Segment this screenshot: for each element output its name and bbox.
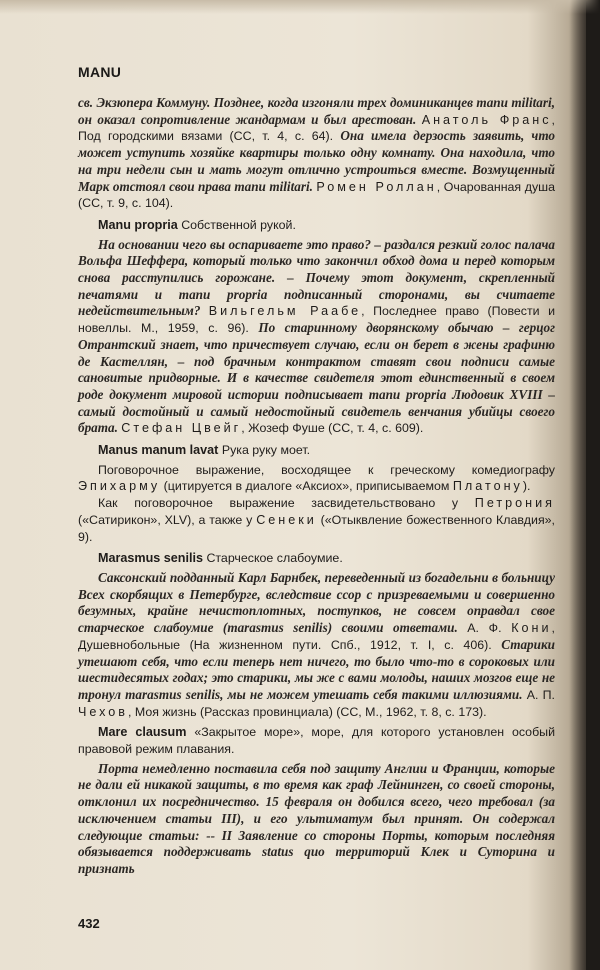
roman-text: , Жозеф Фуше (СС, т. 4, с. 609).: [241, 421, 424, 436]
book-spine-shadow: [570, 0, 600, 970]
italic-quote: Старики утешают себя, что если теперь нет ничего, то было что-то в сороковых или шестидесятых годах; это старики, мы же с вами молоды, наших мозгов еще не тронул marasmus senilis, мы не можем утешать себя такими иллюзиями.: [78, 636, 555, 702]
roman-text: ).: [522, 479, 531, 494]
roman-text: Собственной рукой.: [177, 217, 296, 232]
dictionary-entry-heading: [78, 724, 555, 757]
roman-text: («Сатирикон», XLV), а также у: [78, 512, 257, 527]
author-name: Кони: [511, 621, 552, 636]
dictionary-entry-heading: [78, 550, 555, 567]
italic-quote: На основании чего вы оспариваете это право? – раздался резкий голос палача Вольфа Шеффера, который только что закончил обход дома и перед которым снова расступились горожане. – Почему этот документ, скрепленный печатями и manu propria подписанный сторонами, вы считаете недействительным?: [78, 236, 555, 319]
author-name: Платону: [452, 479, 523, 494]
paragraph: [78, 570, 555, 720]
italic-quote: Саксонский подданный Карл Барнбек, переведенный из богадельни в больницу Всех скорбящих в Петербурге, вследствие ссор с призреваемыми и совершенно безумных, крайне нечистоплотных, поступков, не совсем оправдал свое старческое слабоумие (marasmus senilis) своими ответами.: [78, 569, 555, 636]
dictionary-entry-heading: [78, 217, 555, 234]
roman-text: А. Ф.: [467, 621, 512, 636]
roman-text: , Очарованная душа (СС, т. 9, с. 104).: [78, 179, 555, 211]
roman-text: («Отыквление божественного Клавдия», 9).: [78, 512, 555, 544]
roman-text: Поговорочное выражение, восходящее к греческому комедиографу: [98, 462, 555, 477]
roman-text: , Под городскими вязами (СС, т. 4, с. 64).: [78, 112, 555, 144]
paragraph: [78, 237, 555, 437]
roman-text: , Моя жизнь (Рассказ провинциала) (СС, М., 1962, т. 8, с. 173).: [127, 704, 487, 719]
roman-text: Как поговорочное выражение засвидетельствовано у: [98, 496, 475, 511]
roman-text: , Душевнобольные (На жизненном пути. Спб., 1912, т. I, с. 406).: [78, 621, 555, 652]
author-name: Стефан Цвейг: [121, 421, 242, 436]
roman-text: Рука руку моет.: [218, 443, 311, 458]
italic-quote: св. Экзюпера Коммуну. Позднее, когда изгоняли трех доминиканцев manu militari, он оказал сопротивление жандармам и был арестован.: [78, 95, 555, 127]
entry-term: Marasmus senilis: [98, 551, 203, 566]
running-head: MANU: [78, 64, 122, 80]
author-name: Анатоль Франс: [421, 112, 552, 127]
author-name: Петрония: [474, 496, 555, 511]
roman-text: Старческое слабоумие.: [203, 551, 343, 566]
entry-term: Manus manum lavat: [98, 443, 219, 458]
italic-quote: Порта немедленно поставила себя под защиту Англии и Франции, которые не дали ей никакой защиты, в то время как граф Лейнинген, со своей стороны, отклонил их посредничество. 15 февраля он добился всего, чего требовал (за исключением статьи III), и его ультиматум был принят. Он содержал следующие статьи: -- II Заявление со стороны Порты, которым последняя обязывается поддерживать status quo территорий Клек и Суторина и признать: [78, 760, 555, 876]
author-name: Эпихарму: [78, 479, 161, 494]
paragraph: [78, 462, 555, 495]
author-name: Сенеки: [256, 512, 317, 527]
paragraph: [78, 95, 555, 212]
dictionary-entry-heading: [78, 442, 555, 459]
page-body-text: [78, 95, 555, 878]
author-name: Вильгельм Раабе: [208, 304, 362, 319]
italic-quote: Она имела дерзость заявить, что может уступить хозяйке квартиры только одну комнату. Она находила, что на три недели сын и мать могут отлично устроиться вместе. Возмущенный Марк отстоял свои права manu militari.: [78, 128, 555, 194]
author-name: Чехов: [78, 704, 128, 719]
italic-quote: По старинному дворянскому обычаю – герцог Отрантский знает, что причествует случаю, если он берет в жены графиню де Кастеллян, – под брачным контрактом ставят свои подписи самые сановитые придворные. И в качестве свидетеля этот единственный в своем роде документ мировой истории подписывает manu propria Людовик XVIII – самый достойный и самый недостойный свидетель венчания убийцы своего брата.: [78, 320, 555, 436]
roman-text: (цитируется в диалоге «Аксиох», приписываемом: [160, 479, 453, 494]
page-shadow: [0, 0, 600, 14]
roman-text: , Последнее право (Повести и новеллы. М., 1959, с. 96).: [78, 304, 555, 336]
author-name: Ромен Роллан: [316, 179, 437, 194]
entry-term: Manu propria: [98, 217, 178, 232]
roman-text: «Закрытое море», море, для которого установлен особый правовой режим плавания.: [78, 725, 555, 757]
paragraph: [78, 761, 555, 878]
entry-term: Mare clausum: [98, 725, 187, 740]
paragraph: [78, 495, 555, 545]
page-number: 432: [78, 916, 100, 931]
roman-text: А. П.: [526, 687, 556, 702]
